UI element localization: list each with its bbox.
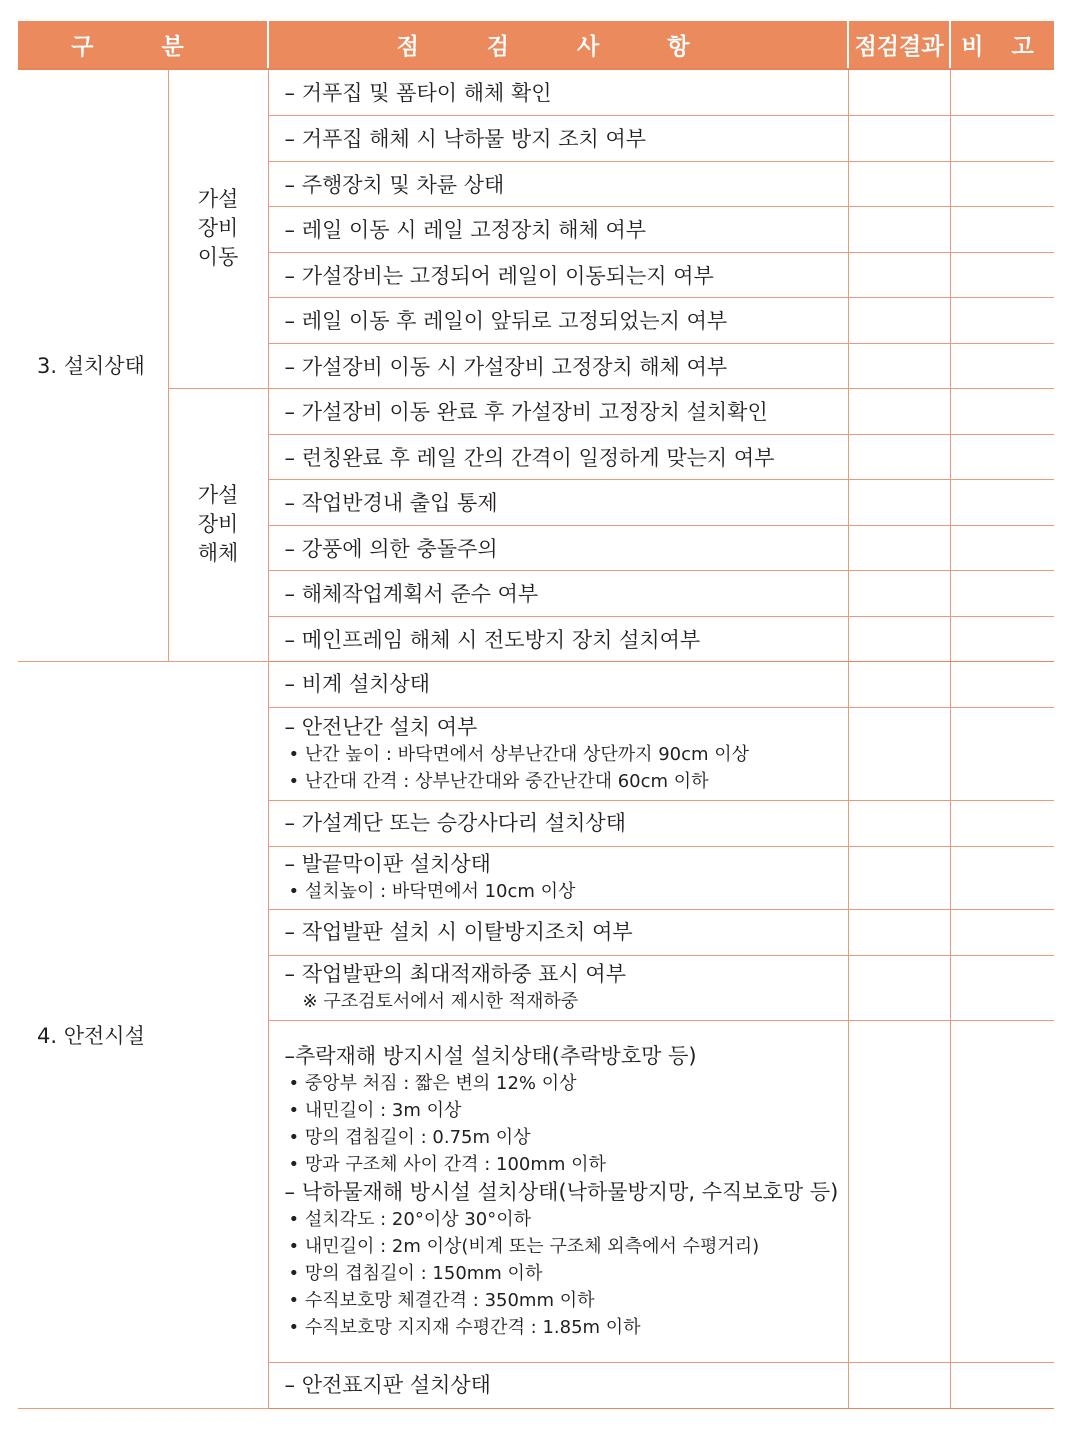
check-item: – 가설장비는 고정되어 레일이 이동되는지 여부 xyxy=(268,252,848,297)
result-cell[interactable] xyxy=(848,1362,950,1408)
check-item: – 주행장치 및 차륜 상태 xyxy=(268,161,848,206)
subgroup-label: 가설 장비 해체 xyxy=(168,388,268,661)
result-cell[interactable] xyxy=(848,115,950,161)
check-item: – 해체작업계획서 준수 여부 xyxy=(268,570,848,616)
remarks-cell[interactable] xyxy=(950,661,1054,707)
result-cell[interactable] xyxy=(848,161,950,206)
remarks-cell[interactable] xyxy=(950,343,1054,388)
check-item: – 가설장비 이동 완료 후 가설장비 고정장치 설치확인 xyxy=(268,388,848,434)
result-cell[interactable] xyxy=(848,434,950,479)
check-item: – 작업발판 설치 시 이탈방지조치 여부 xyxy=(268,909,848,955)
check-item: – 메인프레임 해체 시 전도방지 장치 설치여부 xyxy=(268,616,848,661)
remarks-cell[interactable] xyxy=(950,1020,1054,1362)
check-item: – 가설장비 이동 시 가설장비 고정장치 해체 여부 xyxy=(268,343,848,388)
result-cell[interactable] xyxy=(848,955,950,1020)
check-item: – 거푸집 해체 시 낙하물 방지 조치 여부 xyxy=(268,115,848,161)
header-category: 구 분 xyxy=(18,21,268,69)
remarks-cell[interactable] xyxy=(950,434,1054,479)
result-cell[interactable] xyxy=(848,206,950,252)
result-cell[interactable] xyxy=(848,909,950,955)
check-item: – 비계 설치상태 xyxy=(268,661,848,707)
remarks-cell[interactable] xyxy=(950,846,1054,909)
remarks-cell[interactable] xyxy=(950,525,1054,570)
header-remarks: 비 고 xyxy=(950,21,1054,69)
remarks-cell[interactable] xyxy=(950,570,1054,616)
result-cell[interactable] xyxy=(848,800,950,846)
check-item: – 강풍에 의한 충돌주의 xyxy=(268,525,848,570)
result-cell[interactable] xyxy=(848,616,950,661)
remarks-cell[interactable] xyxy=(950,115,1054,161)
result-cell[interactable] xyxy=(848,297,950,343)
check-item: – 작업반경내 출입 통제 xyxy=(268,479,848,525)
check-item: – 레일 이동 시 레일 고정장치 해체 여부 xyxy=(268,206,848,252)
result-cell[interactable] xyxy=(848,570,950,616)
table-row xyxy=(18,388,1054,434)
result-cell[interactable] xyxy=(848,846,950,909)
check-item: – 안전난간 설치 여부 • 난간 높이 : 바닥면에서 상부난간대 상단까지 90cm 이상 • 난간대 간격 : 상부난간대와 중간난간대 60cm 이하 xyxy=(268,707,848,800)
section-label: 3. 설치상태 xyxy=(18,69,168,661)
remarks-cell[interactable] xyxy=(950,909,1054,955)
table-row xyxy=(18,661,1054,707)
result-cell[interactable] xyxy=(848,479,950,525)
remarks-cell[interactable] xyxy=(950,616,1054,661)
remarks-cell[interactable] xyxy=(950,800,1054,846)
remarks-cell[interactable] xyxy=(950,388,1054,434)
remarks-cell[interactable] xyxy=(950,206,1054,252)
check-item: – 가설계단 또는 승강사다리 설치상태 xyxy=(268,800,848,846)
check-item: –추락재해 방지시설 설치상태(추락방호망 등) • 중앙부 처짐 : 짧은 변의 12% 이상 • 내민길이 : 3m 이상 • 망의 겹침길이 : 0.75m 이상 • 망과 구조체 사이 간격 : 100mm 이하 – 낙하물재해 방시설 설치상태(낙하물방지망, 수직보호망 등) • 설치각도 : 20°이상 30°이하 • 내민길이 : 2m 이상(비계 또는 구조체 외측에서 수평거리) • 망의 겹침길이 : 150mm 이하 • 수직보호망 체결간격 : 350mm 이하 • 수직보호망 지지재 수평간격 : 1.85m 이하 xyxy=(268,1020,848,1362)
remarks-cell[interactable] xyxy=(950,252,1054,297)
remarks-cell[interactable] xyxy=(950,955,1054,1020)
remarks-cell[interactable] xyxy=(950,161,1054,206)
subgroup-label: 가설 장비 이동 xyxy=(168,69,268,388)
section-label: 4. 안전시설 xyxy=(18,661,268,1408)
check-item: – 발끝막이판 설치상태 • 설치높이 : 바닥면에서 10cm 이상 xyxy=(268,846,848,909)
check-item: – 안전표지판 설치상태 xyxy=(268,1362,848,1408)
result-cell[interactable] xyxy=(848,525,950,570)
header-row xyxy=(18,21,1054,69)
check-item: – 레일 이동 후 레일이 앞뒤로 고정되었는지 여부 xyxy=(268,297,848,343)
result-cell[interactable] xyxy=(848,1020,950,1362)
result-cell[interactable] xyxy=(848,707,950,800)
remarks-cell[interactable] xyxy=(950,479,1054,525)
result-cell[interactable] xyxy=(848,661,950,707)
result-cell[interactable] xyxy=(848,343,950,388)
check-item: – 작업발판의 최대적재하중 표시 여부 ※ 구조검토서에서 제시한 적재하중 xyxy=(268,955,848,1020)
header-result: 점검결과 xyxy=(848,21,950,69)
inspection-checklist-table xyxy=(18,21,1054,1409)
result-cell[interactable] xyxy=(848,252,950,297)
remarks-cell[interactable] xyxy=(950,69,1054,115)
remarks-cell[interactable] xyxy=(950,707,1054,800)
header-inspection-items: 점 검 사 항 xyxy=(268,21,848,69)
check-item: – 거푸집 및 폼타이 해체 확인 xyxy=(268,69,848,115)
remarks-cell[interactable] xyxy=(950,1362,1054,1408)
result-cell[interactable] xyxy=(848,388,950,434)
table-row xyxy=(18,69,1054,115)
check-item: – 런칭완료 후 레일 간의 간격이 일정하게 맞는지 여부 xyxy=(268,434,848,479)
remarks-cell[interactable] xyxy=(950,297,1054,343)
result-cell[interactable] xyxy=(848,69,950,115)
